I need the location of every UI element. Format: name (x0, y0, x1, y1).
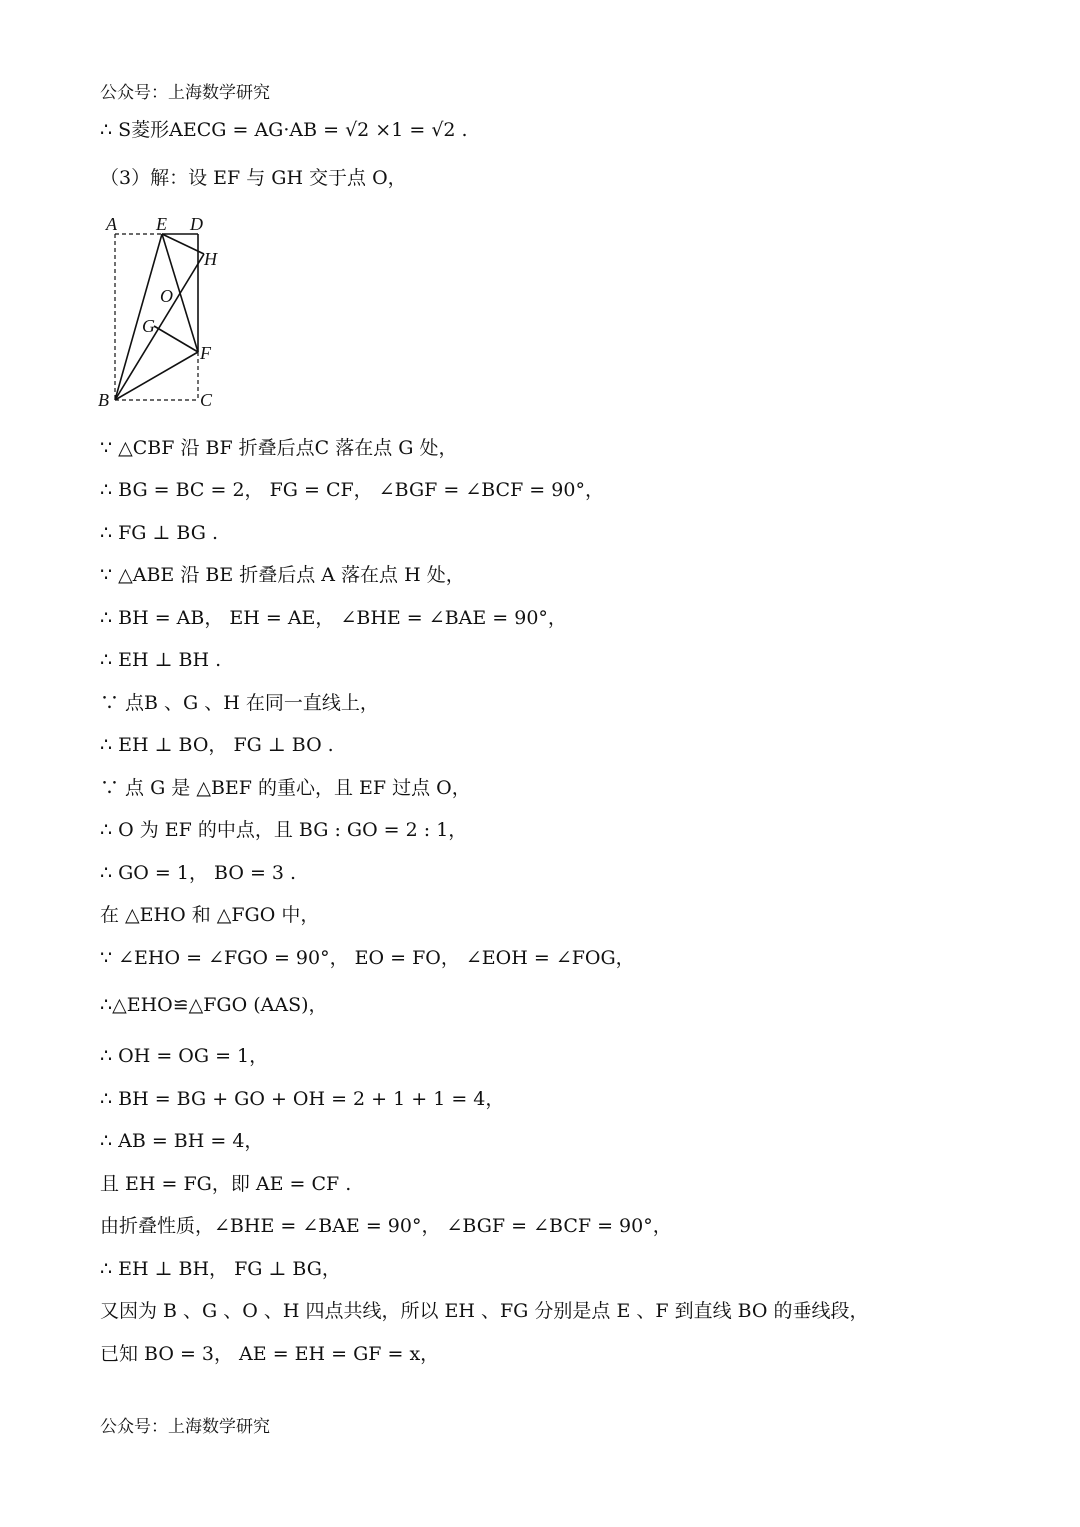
label-h: H (204, 249, 217, 269)
label-e: E (156, 214, 167, 234)
label-a: A (106, 214, 117, 234)
proof-line: ∴ BH = BG + GO + OH = 2 + 1 + 1 = 4， (100, 1088, 505, 1110)
intro-line: ∴ S菱形AECG = AG·AB = √2 ×1 = √2 . (100, 119, 468, 141)
proof-line: ∴ FG ⊥ BG . (100, 522, 219, 544)
part3-label: （3）解：设 EF 与 GH 交于点 O， (100, 167, 407, 189)
header-watermark: 公众号：上海数学研究 (100, 83, 270, 103)
proof-line: ∵ 点 G 是 △BEF 的重心，且 EF 过点 O， (100, 777, 471, 799)
proof-line: ∴ EH ⊥ BH . (100, 649, 222, 671)
label-g: G (142, 316, 155, 336)
edge-bf (115, 352, 198, 400)
proof-line: ∵ 点B 、G 、H 在同一直线上， (100, 692, 379, 714)
proof-line: 在 △EHO 和 △FGO 中， (100, 904, 320, 926)
proof-line: ∴ OH = OG = 1， (100, 1045, 269, 1067)
proof-line: 已知 BO = 3， AE = EH = GF = x， (100, 1343, 440, 1365)
proof-line: ∴ EH ⊥ BO， FG ⊥ BO . (100, 734, 334, 756)
proof-line: 又因为 B 、G 、O 、H 四点共线，所以 EH 、FG 分别是点 E 、F 到直线 BO 的垂线段， (100, 1300, 869, 1322)
label-b: B (98, 390, 109, 410)
proof-line: ∴△EHO≌△FGO (AAS)， (100, 994, 328, 1016)
label-o: O (160, 286, 173, 306)
footer-watermark: 公众号：上海数学研究 (100, 1417, 270, 1437)
proof-line: ∴ EH ⊥ BH， FG ⊥ BG， (100, 1258, 341, 1280)
geometry-figure (98, 210, 228, 410)
proof-line: ∵ △CBF 沿 BF 折叠后点C 落在点 G 处， (100, 437, 458, 459)
proof-line: ∴ GO = 1， BO = 3 . (100, 862, 297, 884)
proof-line: ∵ ∠EHO = ∠FGO = 90°， EO = FO， ∠EOH = ∠FOG， (100, 947, 635, 969)
proof-line: ∴ AB = BH = 4， (100, 1130, 264, 1152)
proof-line: ∴ BH = AB， EH = AE， ∠BHE = ∠BAE = 90°， (100, 607, 567, 629)
label-c: C (200, 390, 213, 410)
proof-line: 由折叠性质，∠BHE = ∠BAE = 90°， ∠BGF = ∠BCF = 90°， (100, 1215, 672, 1237)
proof-line: ∴ O 为 EF 的中点，且 BG : GO = 2 : 1， (100, 819, 468, 841)
proof-line: ∵ △ABE 沿 BE 折叠后点 A 落在点 H 处， (100, 564, 465, 586)
proof-line: 且 EH = FG，即 AE = CF . (100, 1173, 352, 1195)
proof-line: ∴ BG = BC = 2， FG = CF， ∠BGF = ∠BCF = 90°， (100, 479, 604, 501)
label-d: D (190, 214, 203, 234)
label-f: F (200, 343, 211, 363)
